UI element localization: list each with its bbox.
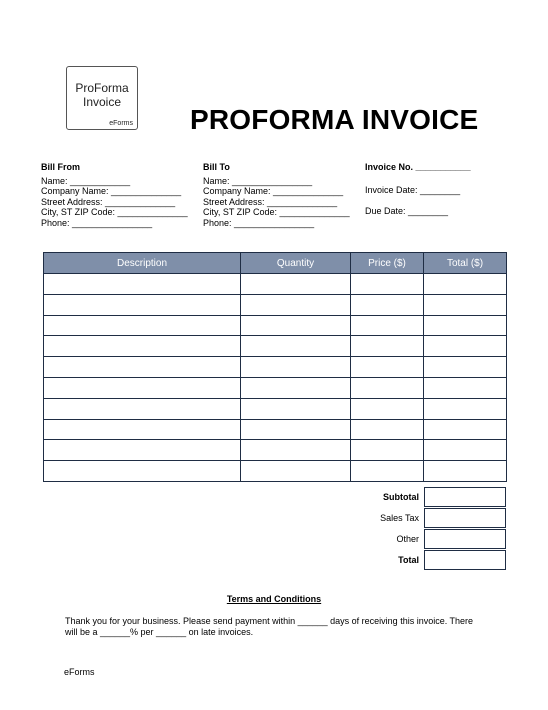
description-cell[interactable] bbox=[44, 461, 241, 482]
header-quantity: Quantity bbox=[241, 253, 351, 274]
header-description: Description bbox=[44, 253, 241, 274]
total-cell[interactable] bbox=[424, 377, 507, 398]
description-cell[interactable] bbox=[44, 419, 241, 440]
other-label: Other bbox=[396, 534, 419, 544]
total-field[interactable] bbox=[424, 550, 506, 570]
description-cell[interactable] bbox=[44, 357, 241, 378]
header-total: Total ($) bbox=[424, 253, 507, 274]
subtotal-field[interactable] bbox=[424, 487, 506, 507]
quantity-cell[interactable] bbox=[241, 377, 351, 398]
invoice-date[interactable]: Invoice Date: ________ bbox=[365, 185, 461, 195]
table-header-row bbox=[44, 253, 507, 274]
total-cell[interactable] bbox=[424, 419, 507, 440]
quantity-cell[interactable] bbox=[241, 315, 351, 336]
description-cell[interactable] bbox=[44, 398, 241, 419]
quantity-cell[interactable] bbox=[241, 398, 351, 419]
description-cell[interactable] bbox=[44, 274, 241, 295]
logo-text bbox=[67, 81, 137, 109]
table-row bbox=[44, 398, 507, 419]
total-cell[interactable] bbox=[424, 336, 507, 357]
table-row bbox=[44, 377, 507, 398]
table-row bbox=[44, 357, 507, 378]
invoice-number[interactable]: Invoice No. ___________ bbox=[365, 162, 471, 172]
bill-to-city[interactable]: City, ST ZIP Code: ______________ bbox=[203, 207, 350, 217]
price-cell[interactable] bbox=[351, 419, 424, 440]
price-cell[interactable] bbox=[351, 377, 424, 398]
bill-to-section bbox=[203, 162, 350, 228]
price-cell[interactable] bbox=[351, 440, 424, 461]
items-table bbox=[43, 252, 507, 482]
logo-line-1: ProForma bbox=[75, 81, 129, 95]
bill-to-phone[interactable]: Phone: ________________ bbox=[203, 217, 315, 228]
bill-from-company[interactable]: Company Name: ______________ bbox=[41, 186, 182, 196]
price-cell[interactable] bbox=[351, 315, 424, 336]
table-row bbox=[44, 294, 507, 315]
description-cell[interactable] bbox=[44, 315, 241, 336]
terms-text: Thank you for your business. Please send payment within ______ days of receiving this invoice. There will be a ______% per ______ on late invoices. bbox=[65, 616, 474, 637]
quantity-cell[interactable] bbox=[241, 336, 351, 357]
table-row bbox=[44, 461, 507, 482]
footer-brand: eForms bbox=[64, 667, 95, 677]
bill-to-header: Bill To bbox=[203, 162, 230, 172]
total-label: Total bbox=[398, 555, 419, 565]
sales-tax-label: Sales Tax bbox=[380, 513, 419, 523]
quantity-cell[interactable] bbox=[241, 357, 351, 378]
price-cell[interactable] bbox=[351, 398, 424, 419]
price-cell[interactable] bbox=[351, 274, 424, 295]
table-row bbox=[44, 315, 507, 336]
table-row bbox=[44, 274, 507, 295]
total-cell[interactable] bbox=[424, 357, 507, 378]
items-body bbox=[44, 274, 507, 482]
due-date[interactable]: Due Date: ________ bbox=[365, 206, 449, 216]
table-row bbox=[44, 440, 507, 461]
price-cell[interactable] bbox=[351, 461, 424, 482]
total-cell[interactable] bbox=[424, 315, 507, 336]
bill-to-street[interactable]: Street Address: ______________ bbox=[203, 196, 338, 207]
price-cell[interactable] bbox=[351, 336, 424, 357]
logo-line-2: Invoice bbox=[82, 95, 122, 109]
total-cell[interactable] bbox=[424, 398, 507, 419]
terms-title: Terms and Conditions bbox=[226, 594, 322, 604]
bill-from-section bbox=[41, 162, 188, 228]
table-row bbox=[44, 336, 507, 357]
logo-brand: eForms bbox=[109, 120, 133, 127]
total-cell[interactable] bbox=[424, 461, 507, 482]
quantity-cell[interactable] bbox=[241, 419, 351, 440]
quantity-cell[interactable] bbox=[241, 440, 351, 461]
bill-from-name[interactable]: Name: ____________ bbox=[41, 175, 131, 186]
logo-box bbox=[66, 66, 138, 130]
bill-from-header: Bill From bbox=[41, 162, 81, 172]
description-cell[interactable] bbox=[44, 294, 241, 315]
header-price: Price ($) bbox=[351, 253, 424, 274]
sales-tax-field[interactable] bbox=[424, 508, 506, 528]
bill-from-phone[interactable]: Phone: ________________ bbox=[41, 217, 153, 228]
description-cell[interactable] bbox=[44, 440, 241, 461]
other-field[interactable] bbox=[424, 529, 506, 549]
bill-from-street[interactable]: Street Address: ______________ bbox=[41, 196, 176, 207]
total-cell[interactable] bbox=[424, 294, 507, 315]
bill-from-city[interactable]: City, ST ZIP Code: ______________ bbox=[41, 207, 188, 217]
description-cell[interactable] bbox=[44, 377, 241, 398]
bill-to-name[interactable]: Name: ________________ bbox=[203, 175, 313, 186]
page-title: PROFORMA INVOICE bbox=[190, 104, 479, 135]
quantity-cell[interactable] bbox=[241, 461, 351, 482]
quantity-cell[interactable] bbox=[241, 294, 351, 315]
total-cell[interactable] bbox=[424, 274, 507, 295]
table-row bbox=[44, 419, 507, 440]
subtotal-label: Subtotal bbox=[383, 492, 419, 502]
quantity-cell[interactable] bbox=[241, 274, 351, 295]
price-cell[interactable] bbox=[351, 294, 424, 315]
bill-to-company[interactable]: Company Name: ______________ bbox=[203, 186, 344, 196]
total-cell[interactable] bbox=[424, 440, 507, 461]
price-cell[interactable] bbox=[351, 357, 424, 378]
description-cell[interactable] bbox=[44, 336, 241, 357]
